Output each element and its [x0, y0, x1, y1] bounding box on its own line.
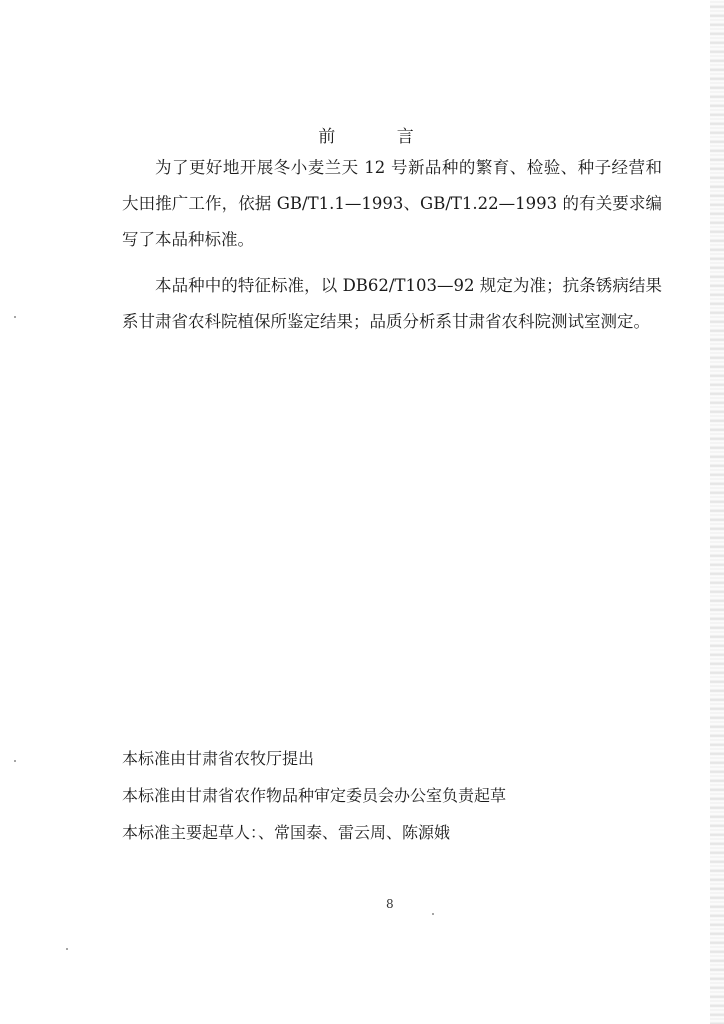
preface-title: 前 言 [318, 127, 442, 147]
note-proposer: 本标准由甘肃省农牧厅提出 [122, 749, 315, 768]
paragraph-1: 为了更好地开展冬小麦兰天 12 号新品种的繁育、检验、种子经营和大田推广工作，依据 GB/T1.1—1993、GB/T1.22—1993 的有关要求编写了本品种标准。 [122, 158, 662, 249]
scan-edge-artifact [710, 0, 724, 1024]
note-drafting-unit: 本标准由甘肃省农作物品种审定委员会办公室负责起草 [122, 786, 507, 805]
scan-speck [432, 913, 434, 915]
note-drafters: 本标准主要起草人：、常国泰、雷云周、陈源娥 [122, 823, 451, 842]
drafting-notes [122, 740, 622, 851]
scan-speck [14, 760, 16, 762]
scan-speck [66, 948, 68, 950]
scan-speck [14, 316, 16, 318]
page-number: 8 [386, 897, 394, 911]
paragraph-2: 本品种中的特征标准，以 DB62/T103—92 规定为准；抗条锈病结果系甘肃省农科院植保所鉴定结果；品质分析系甘肃省农科院测试室测定。 [122, 276, 662, 331]
